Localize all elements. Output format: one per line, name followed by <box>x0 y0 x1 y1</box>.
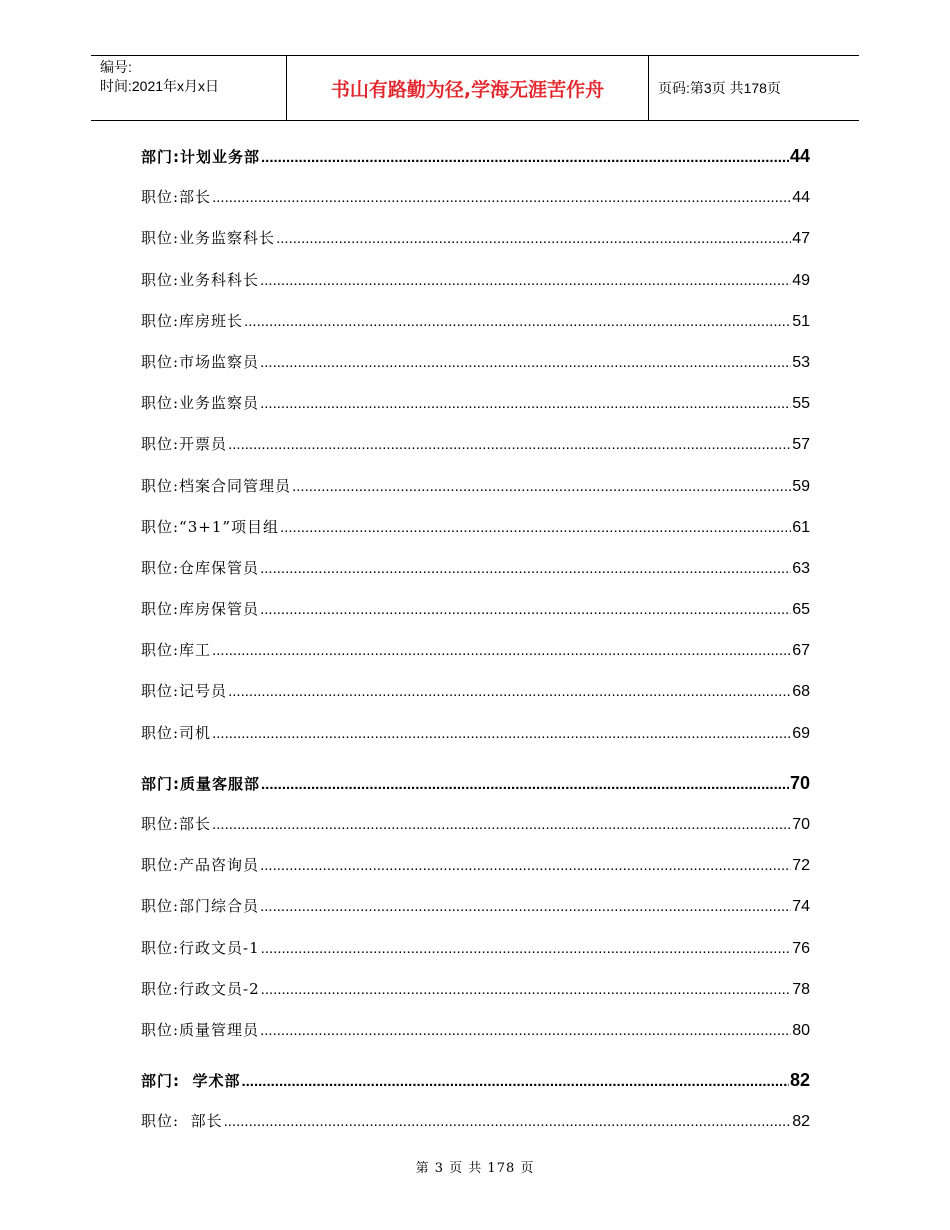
toc-position-entry[interactable] <box>141 218 810 259</box>
page-footer: 第 3 页 共 178 页 <box>415 1161 535 1176</box>
toc-entry-label: 职位:仓库保管员 <box>141 558 260 577</box>
toc-position-entry[interactable] <box>141 301 810 342</box>
toc-entry-label: 部门:质量客服部 <box>141 774 260 793</box>
dot-leader <box>261 928 792 969</box>
toc-entry-page-number: 44 <box>792 189 810 207</box>
toc-position-entry[interactable] <box>141 928 810 969</box>
toc-entry-label: 职位:行政文员-2 <box>141 979 260 998</box>
toc-entry-page-number: 63 <box>792 559 810 577</box>
dot-leader <box>224 1101 792 1142</box>
toc-entry-page-number: 51 <box>792 312 810 330</box>
toc-entry-page-number: 82 <box>792 1113 810 1131</box>
toc-entry-page-number: 47 <box>792 230 810 248</box>
dot-leader <box>228 671 791 712</box>
toc-department-entry[interactable] <box>141 136 810 177</box>
dot-leader <box>261 764 789 805</box>
dot-leader <box>260 383 791 424</box>
header-page-info: 页码:第3页 共178页 <box>658 80 781 96</box>
toc-entry-page-number: 80 <box>792 1021 810 1039</box>
toc-entry-page-number: 78 <box>792 980 810 998</box>
dot-leader <box>260 342 791 383</box>
dot-leader <box>261 137 789 178</box>
dot-leader <box>212 630 791 671</box>
toc-position-entry[interactable] <box>141 589 810 630</box>
dot-leader <box>260 845 791 886</box>
toc-entry-page-number: 69 <box>792 724 810 742</box>
toc-entry-label: 职位:“3+1”项目组 <box>141 517 280 536</box>
toc-entry-label: 职位:产品咨询员 <box>141 856 260 875</box>
toc-position-entry[interactable] <box>141 260 810 301</box>
dot-leader <box>212 713 791 754</box>
toc-entry-page-number: 44 <box>789 146 810 166</box>
header-number-label: 编号: <box>100 59 132 75</box>
toc-position-entry[interactable] <box>141 804 810 845</box>
toc-entry-page-number: 65 <box>792 601 810 619</box>
toc-position-entry[interactable] <box>141 424 810 465</box>
dot-leader <box>261 969 792 1010</box>
toc-entry-page-number: 74 <box>792 898 810 916</box>
dot-leader <box>228 424 791 465</box>
toc-entry-label: 职位:部长 <box>141 815 212 833</box>
toc-entry-page-number: 55 <box>792 395 810 413</box>
dot-leader <box>260 260 791 301</box>
toc-position-entry[interactable] <box>141 886 810 927</box>
dot-leader <box>260 548 791 589</box>
toc-entry-page-number: 61 <box>792 518 810 536</box>
toc-entry-label: 部门:计划业务部 <box>141 148 260 166</box>
dot-leader <box>292 466 791 507</box>
toc-position-entry[interactable] <box>141 969 810 1010</box>
dot-leader <box>260 886 791 927</box>
toc-department-entry[interactable] <box>141 1060 810 1101</box>
dot-leader <box>276 218 791 259</box>
toc-position-entry[interactable] <box>141 1010 810 1051</box>
toc-entry-label: 职位:市场监察员 <box>141 352 260 371</box>
toc-entry-label: 职位:档案合同管理员 <box>141 476 292 495</box>
toc-entry-page-number: 76 <box>792 939 810 957</box>
toc-entry-label: 职位:部门综合员 <box>141 897 260 916</box>
toc-position-entry[interactable] <box>141 177 810 218</box>
toc-entry-label: 职位:部长 <box>141 188 212 207</box>
toc-entry-label: 职位:开票员 <box>141 435 228 454</box>
toc-entry-page-number: 53 <box>792 353 810 371</box>
dot-leader <box>241 1061 789 1102</box>
toc-position-entry[interactable] <box>141 466 810 507</box>
dot-leader <box>244 301 791 342</box>
toc-entry-label: 职位:业务监察员 <box>141 394 260 413</box>
toc-entry-page-number: 68 <box>792 683 810 701</box>
dot-leader <box>260 589 791 630</box>
toc-entry-label: 职位:库房班长 <box>141 311 244 330</box>
toc-department-entry[interactable] <box>141 763 810 804</box>
toc-entry-page-number: 57 <box>792 436 810 454</box>
toc-entry-page-number: 59 <box>792 477 810 495</box>
page-header <box>91 55 859 121</box>
toc-position-entry[interactable] <box>141 342 810 383</box>
toc-entry-page-number: 67 <box>792 642 810 660</box>
header-time-label: 时间:2021年x月x日 <box>100 78 220 94</box>
toc-entry-page-number: 70 <box>792 816 810 833</box>
toc-position-entry[interactable] <box>141 383 810 424</box>
toc-position-entry[interactable] <box>141 1101 810 1142</box>
toc-entry-label: 职位:司机 <box>141 723 212 742</box>
header-meta <box>91 56 286 120</box>
dot-leader <box>212 804 791 845</box>
toc-position-entry[interactable] <box>141 507 810 548</box>
toc-position-entry[interactable] <box>141 548 810 589</box>
toc-entry-label: 职位:业务科科长 <box>141 270 260 289</box>
toc-entry-label: 职位: 部长 <box>141 1112 223 1131</box>
toc-position-entry[interactable] <box>141 630 810 671</box>
toc-entry-page-number: 49 <box>792 271 810 289</box>
toc-entry-page-number: 70 <box>789 772 810 793</box>
table-of-contents <box>141 136 810 1143</box>
toc-entry-label: 部门: 学术部 <box>141 1072 241 1091</box>
dot-leader <box>260 1010 791 1051</box>
toc-position-entry[interactable] <box>141 713 810 754</box>
dot-leader <box>280 507 791 548</box>
header-motto: 书山有路勤为径,学海无涯苦作舟 <box>286 56 649 120</box>
toc-entry-label: 职位:质量管理员 <box>141 1020 260 1039</box>
toc-position-entry[interactable] <box>141 845 810 886</box>
toc-entry-label: 职位:库房保管员 <box>141 600 260 619</box>
toc-position-entry[interactable] <box>141 671 810 712</box>
toc-entry-label: 职位:记号员 <box>141 682 228 701</box>
toc-entry-page-number: 72 <box>792 857 810 875</box>
toc-entry-label: 职位:库工 <box>141 641 212 660</box>
toc-entry-page-number: 82 <box>789 1070 810 1091</box>
toc-entry-label: 职位:行政文员-1 <box>141 938 260 957</box>
dot-leader <box>212 177 791 218</box>
toc-entry-label: 职位:业务监察科长 <box>141 229 276 248</box>
